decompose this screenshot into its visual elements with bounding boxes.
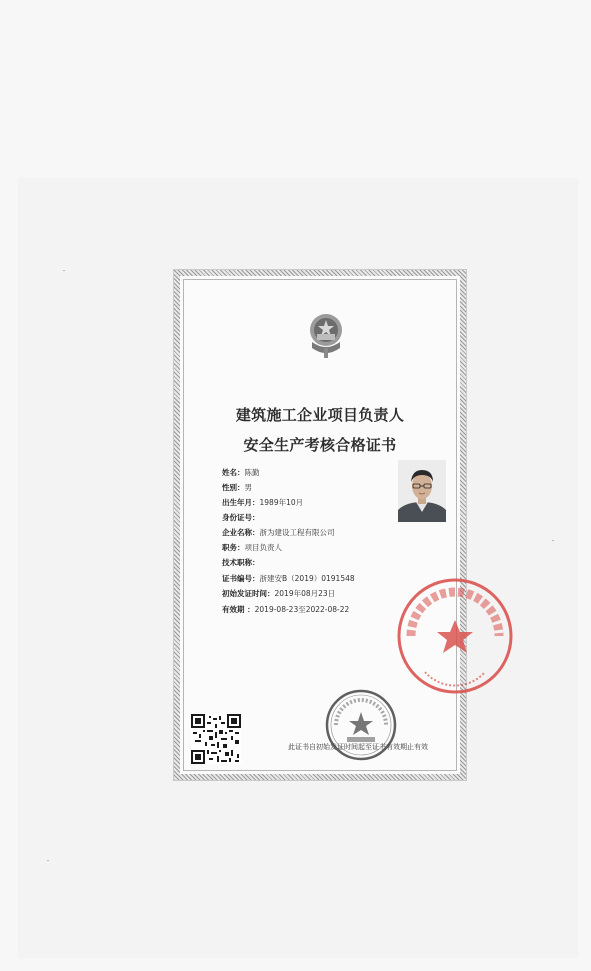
field-value: 2019-08-23至2022-08-22	[254, 605, 350, 614]
field-id-number	[222, 513, 260, 522]
field-label: 技术职称：	[222, 558, 260, 567]
field-validity	[222, 605, 349, 614]
scan-speck	[63, 270, 65, 271]
field-value: 陈勤	[244, 468, 260, 477]
field-label: 出生年月：	[222, 498, 260, 507]
field-value: 1989年10月	[259, 498, 304, 507]
field-issue-date	[222, 589, 335, 598]
national-emblem-icon	[306, 312, 346, 360]
field-gender	[222, 483, 252, 492]
field-value: 浙建安B（2019）0191548	[259, 574, 355, 583]
company-seal	[395, 576, 515, 696]
field-cert-number	[222, 574, 355, 583]
field-label: 性别：	[222, 483, 245, 492]
field-label: 姓名：	[222, 468, 245, 477]
field-label: 初始发证时间：	[222, 589, 275, 598]
qr-code	[191, 714, 241, 764]
field-position	[222, 543, 282, 552]
government-seal	[324, 688, 398, 762]
field-label: 证书编号：	[222, 574, 260, 583]
field-label: 企业名称：	[222, 528, 260, 537]
certificate-title-line2: 安全生产考核合格证书	[243, 436, 397, 454]
field-value: 项目负责人	[244, 543, 282, 552]
field-label: 职务：	[222, 543, 245, 552]
certificate-title-line1: 建筑施工企业项目负责人	[235, 406, 405, 424]
scan-speck	[47, 860, 49, 861]
field-birth	[222, 498, 303, 507]
field-label: 身份证号：	[222, 513, 260, 522]
field-value: 男	[244, 483, 252, 492]
field-company	[222, 528, 335, 537]
field-label: 有效期 ：	[222, 605, 255, 614]
field-value: 浙为建设工程有限公司	[259, 528, 335, 537]
holder-photo	[398, 460, 446, 522]
validity-note: 此证书自初始发证时间起至证书有效期止有效	[288, 743, 428, 751]
certificate	[174, 270, 466, 780]
field-name	[222, 468, 260, 477]
scan-speck	[552, 540, 554, 541]
field-title	[222, 558, 260, 567]
field-value: 2019年08月23日	[274, 589, 336, 598]
